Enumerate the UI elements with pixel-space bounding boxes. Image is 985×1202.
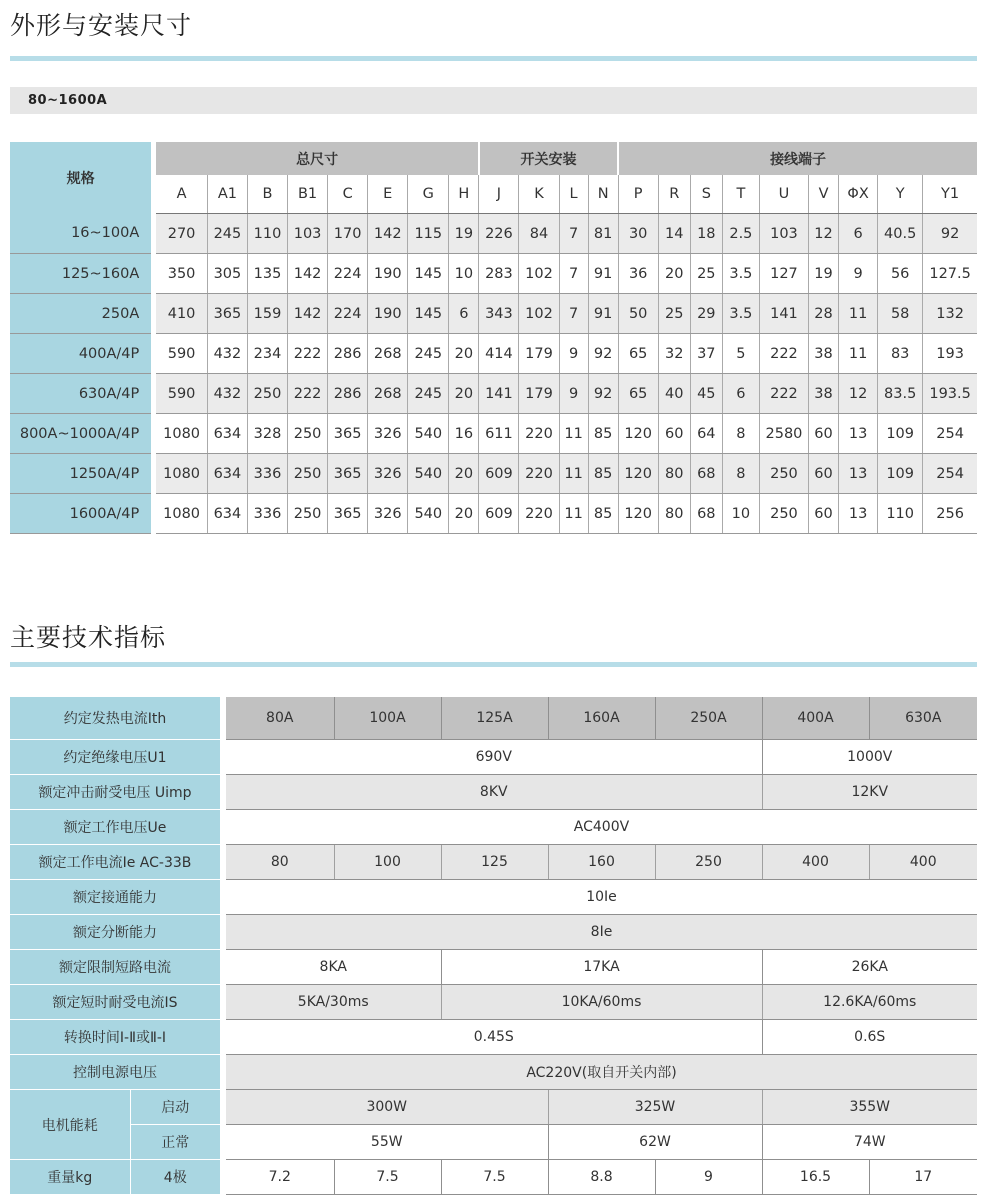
value-cell: AC400V bbox=[226, 810, 977, 845]
section-title-dimensions: 外形与安装尺寸 bbox=[10, 11, 193, 40]
section-title-specs: 主要技术指标 bbox=[10, 623, 167, 652]
value-cell: 36 bbox=[618, 254, 658, 294]
value-cell: 160A bbox=[548, 697, 655, 740]
row-label: 额定短时耐受电流IS bbox=[10, 985, 220, 1020]
value-cell: 19 bbox=[809, 254, 839, 294]
value-cell: 7.5 bbox=[334, 1160, 441, 1195]
value-cell: 326 bbox=[368, 494, 408, 534]
table-row bbox=[10, 334, 977, 374]
value-cell: 193.5 bbox=[923, 374, 977, 414]
value-cell: 634 bbox=[207, 494, 247, 534]
value-cell: 343 bbox=[479, 294, 519, 334]
value-cell: 30 bbox=[618, 214, 658, 254]
value-cell: 141 bbox=[479, 374, 519, 414]
value-cell: 109 bbox=[878, 454, 923, 494]
value-cell: 7 bbox=[559, 254, 588, 294]
value-cell: 179 bbox=[519, 334, 559, 374]
value-cell: 432 bbox=[207, 334, 247, 374]
value-cell: 10 bbox=[449, 254, 479, 294]
value-cell: 100A bbox=[334, 697, 441, 740]
value-cell: 355W bbox=[762, 1090, 977, 1125]
value-cell: 142 bbox=[288, 254, 328, 294]
value-cell: 12 bbox=[809, 214, 839, 254]
value-cell: 16.5 bbox=[762, 1160, 869, 1195]
value-cell: 20 bbox=[449, 334, 479, 374]
column-header-11: N bbox=[588, 175, 618, 214]
value-cell: 38 bbox=[809, 374, 839, 414]
value-cell: 226 bbox=[479, 214, 519, 254]
value-cell: 365 bbox=[328, 494, 368, 534]
value-cell: 7 bbox=[559, 214, 588, 254]
value-cell: 110 bbox=[878, 494, 923, 534]
column-header-10: L bbox=[559, 175, 588, 214]
value-cell: 25 bbox=[658, 294, 690, 334]
column-header-9: K bbox=[519, 175, 559, 214]
column-header-13: R bbox=[658, 175, 690, 214]
value-cell: 270 bbox=[156, 214, 207, 254]
value-cell: 630A bbox=[869, 697, 977, 740]
value-cell: 7 bbox=[559, 294, 588, 334]
value-cell: 17 bbox=[869, 1160, 977, 1195]
value-cell: 68 bbox=[690, 494, 722, 534]
value-cell: 9 bbox=[655, 1160, 762, 1195]
value-cell: 365 bbox=[328, 454, 368, 494]
value-cell: 336 bbox=[247, 454, 287, 494]
value-cell: 590 bbox=[156, 374, 207, 414]
value-cell: 1080 bbox=[156, 454, 207, 494]
value-cell: 179 bbox=[519, 374, 559, 414]
spec-cell: 1600A/4P bbox=[10, 494, 151, 534]
spec-cell: 400A/4P bbox=[10, 334, 151, 374]
value-cell: 336 bbox=[247, 494, 287, 534]
value-cell: 12 bbox=[839, 374, 878, 414]
value-cell: 245 bbox=[207, 214, 247, 254]
value-cell: 84 bbox=[519, 214, 559, 254]
value-cell: 250 bbox=[288, 414, 328, 454]
column-header-0: A bbox=[156, 175, 207, 214]
value-cell: 2.5 bbox=[722, 214, 759, 254]
value-cell: 13 bbox=[839, 494, 878, 534]
spec-row bbox=[10, 1125, 977, 1160]
value-cell: 32 bbox=[658, 334, 690, 374]
spec-row bbox=[10, 845, 977, 880]
value-cell: 540 bbox=[408, 414, 449, 454]
value-cell: 250 bbox=[759, 494, 808, 534]
value-cell: 145 bbox=[408, 254, 449, 294]
value-cell: 190 bbox=[368, 294, 408, 334]
value-cell: 432 bbox=[207, 374, 247, 414]
value-cell: 220 bbox=[519, 414, 559, 454]
column-header-14: S bbox=[690, 175, 722, 214]
column-header-7: H bbox=[449, 175, 479, 214]
column-header-1: A1 bbox=[207, 175, 247, 214]
value-cell: 60 bbox=[809, 414, 839, 454]
sub-label: 4极 bbox=[130, 1160, 220, 1195]
value-cell: 690V bbox=[226, 740, 762, 775]
sub-label: 启动 bbox=[130, 1090, 220, 1125]
value-cell: 609 bbox=[479, 454, 519, 494]
spec-row bbox=[10, 880, 977, 915]
value-cell: 92 bbox=[588, 374, 618, 414]
value-cell: 20 bbox=[449, 454, 479, 494]
value-cell: 170 bbox=[328, 214, 368, 254]
value-cell: 365 bbox=[328, 414, 368, 454]
value-cell: 1000V bbox=[762, 740, 977, 775]
value-cell: 222 bbox=[288, 374, 328, 414]
spec-row bbox=[10, 740, 977, 775]
spec-row bbox=[10, 775, 977, 810]
technical-specs-table bbox=[10, 697, 977, 1195]
row-label: 额定冲击耐受电压 Uimp bbox=[10, 775, 220, 810]
value-cell: 193 bbox=[923, 334, 977, 374]
value-cell: 125A bbox=[441, 697, 548, 740]
value-cell: 5 bbox=[722, 334, 759, 374]
spec-cell: 16~100A bbox=[10, 214, 151, 254]
value-cell: 28 bbox=[809, 294, 839, 334]
spec-cell: 1250A/4P bbox=[10, 454, 151, 494]
value-cell: 58 bbox=[878, 294, 923, 334]
value-cell: 38 bbox=[809, 334, 839, 374]
table-row bbox=[10, 454, 977, 494]
value-cell: 365 bbox=[207, 294, 247, 334]
value-cell: 92 bbox=[588, 334, 618, 374]
value-cell: 64 bbox=[690, 414, 722, 454]
value-cell: 9 bbox=[839, 254, 878, 294]
value-cell: 20 bbox=[449, 374, 479, 414]
table-row bbox=[10, 214, 977, 254]
value-cell: 83.5 bbox=[878, 374, 923, 414]
value-cell: 286 bbox=[328, 334, 368, 374]
value-cell: 80 bbox=[658, 494, 690, 534]
table-row bbox=[10, 254, 977, 294]
value-cell: 68 bbox=[690, 454, 722, 494]
value-cell: 400 bbox=[762, 845, 869, 880]
value-cell: 250 bbox=[247, 374, 287, 414]
value-cell: AC220V(取自开关内部) bbox=[226, 1055, 977, 1090]
value-cell: 400 bbox=[869, 845, 977, 880]
value-cell: 283 bbox=[479, 254, 519, 294]
value-cell: 29 bbox=[690, 294, 722, 334]
value-cell: 85 bbox=[588, 454, 618, 494]
value-cell: 268 bbox=[368, 334, 408, 374]
subtitle-bar bbox=[10, 87, 977, 114]
value-cell: 19 bbox=[449, 214, 479, 254]
spec-row bbox=[10, 950, 977, 985]
value-cell: 103 bbox=[759, 214, 808, 254]
value-cell: 410 bbox=[156, 294, 207, 334]
value-cell: 0.45S bbox=[226, 1020, 762, 1055]
row-label: 额定工作电压Ue bbox=[10, 810, 220, 845]
value-cell: 12.6KA/60ms bbox=[762, 985, 977, 1020]
value-cell: 8KA bbox=[226, 950, 441, 985]
value-cell: 160 bbox=[548, 845, 655, 880]
table-row bbox=[10, 294, 977, 334]
value-cell: 83 bbox=[878, 334, 923, 374]
value-cell: 1080 bbox=[156, 494, 207, 534]
value-cell: 14 bbox=[658, 214, 690, 254]
value-cell: 142 bbox=[368, 214, 408, 254]
value-cell: 8Ie bbox=[226, 915, 977, 950]
row-label: 电机能耗 bbox=[10, 1090, 130, 1160]
value-cell: 115 bbox=[408, 214, 449, 254]
value-cell: 10Ie bbox=[226, 880, 977, 915]
value-cell: 20 bbox=[658, 254, 690, 294]
value-cell: 10 bbox=[722, 494, 759, 534]
row-label: 额定接通能力 bbox=[10, 880, 220, 915]
column-header-15: T bbox=[722, 175, 759, 214]
value-cell: 13 bbox=[839, 454, 878, 494]
value-cell: 254 bbox=[923, 454, 977, 494]
spec-row bbox=[10, 697, 977, 740]
value-cell: 18 bbox=[690, 214, 722, 254]
value-cell: 100 bbox=[334, 845, 441, 880]
value-cell: 25 bbox=[690, 254, 722, 294]
value-cell: 234 bbox=[247, 334, 287, 374]
row-label: 转换时间Ⅰ-Ⅱ或Ⅱ-Ⅰ bbox=[10, 1020, 220, 1055]
value-cell: 62W bbox=[548, 1125, 762, 1160]
value-cell: 245 bbox=[408, 374, 449, 414]
value-cell: 224 bbox=[328, 254, 368, 294]
value-cell: 8 bbox=[722, 414, 759, 454]
table-row bbox=[10, 374, 977, 414]
column-header-4: C bbox=[328, 175, 368, 214]
value-cell: 220 bbox=[519, 454, 559, 494]
value-cell: 634 bbox=[207, 414, 247, 454]
value-cell: 65 bbox=[618, 334, 658, 374]
value-cell: 6 bbox=[839, 214, 878, 254]
value-cell: 256 bbox=[923, 494, 977, 534]
value-cell: 250A bbox=[655, 697, 762, 740]
value-cell: 611 bbox=[479, 414, 519, 454]
value-cell: 65 bbox=[618, 374, 658, 414]
value-cell: 142 bbox=[288, 294, 328, 334]
value-cell: 325W bbox=[548, 1090, 762, 1125]
value-cell: 159 bbox=[247, 294, 287, 334]
table-row bbox=[10, 414, 977, 454]
group-header-terminals: 接线端子 bbox=[618, 142, 977, 175]
section-divider bbox=[10, 56, 977, 61]
value-cell: 8KV bbox=[226, 775, 762, 810]
value-cell: 250 bbox=[759, 454, 808, 494]
value-cell: 224 bbox=[328, 294, 368, 334]
value-cell: 60 bbox=[658, 414, 690, 454]
spec-cell: 630A/4P bbox=[10, 374, 151, 414]
value-cell: 91 bbox=[588, 294, 618, 334]
value-cell: 45 bbox=[690, 374, 722, 414]
value-cell: 85 bbox=[588, 494, 618, 534]
value-cell: 92 bbox=[923, 214, 977, 254]
value-cell: 60 bbox=[809, 454, 839, 494]
spec-row bbox=[10, 1090, 977, 1125]
value-cell: 220 bbox=[519, 494, 559, 534]
value-cell: 120 bbox=[618, 414, 658, 454]
spec-cell: 800A~1000A/4P bbox=[10, 414, 151, 454]
value-cell: 1080 bbox=[156, 414, 207, 454]
value-cell: 11 bbox=[839, 294, 878, 334]
column-header-17: V bbox=[809, 175, 839, 214]
value-cell: 11 bbox=[559, 414, 588, 454]
spec-row bbox=[10, 810, 977, 845]
value-cell: 109 bbox=[878, 414, 923, 454]
row-label: 重量kg bbox=[10, 1160, 130, 1195]
value-cell: 50 bbox=[618, 294, 658, 334]
value-cell: 81 bbox=[588, 214, 618, 254]
value-cell: 250 bbox=[288, 494, 328, 534]
value-cell: 127 bbox=[759, 254, 808, 294]
section-divider bbox=[10, 662, 977, 667]
value-cell: 11 bbox=[839, 334, 878, 374]
value-cell: 2580 bbox=[759, 414, 808, 454]
value-cell: 540 bbox=[408, 494, 449, 534]
column-header-19: Y bbox=[878, 175, 923, 214]
value-cell: 103 bbox=[288, 214, 328, 254]
value-cell: 55W bbox=[226, 1125, 548, 1160]
value-cell: 350 bbox=[156, 254, 207, 294]
value-cell: 60 bbox=[809, 494, 839, 534]
value-cell: 127.5 bbox=[923, 254, 977, 294]
row-label: 约定绝缘电压U1 bbox=[10, 740, 220, 775]
column-header-6: G bbox=[408, 175, 449, 214]
value-cell: 634 bbox=[207, 454, 247, 494]
value-cell: 326 bbox=[368, 414, 408, 454]
spec-row bbox=[10, 1055, 977, 1090]
value-cell: 3.5 bbox=[722, 294, 759, 334]
value-cell: 540 bbox=[408, 454, 449, 494]
value-cell: 3.5 bbox=[722, 254, 759, 294]
value-cell: 300W bbox=[226, 1090, 548, 1125]
value-cell: 120 bbox=[618, 494, 658, 534]
value-cell: 80 bbox=[658, 454, 690, 494]
value-cell: 250 bbox=[288, 454, 328, 494]
column-header-2: B bbox=[247, 175, 287, 214]
value-cell: 80 bbox=[226, 845, 334, 880]
spec-row bbox=[10, 1020, 977, 1055]
value-cell: 222 bbox=[759, 334, 808, 374]
value-cell: 132 bbox=[923, 294, 977, 334]
value-cell: 13 bbox=[839, 414, 878, 454]
value-cell: 9 bbox=[559, 374, 588, 414]
value-cell: 85 bbox=[588, 414, 618, 454]
value-cell: 125 bbox=[441, 845, 548, 880]
value-cell: 222 bbox=[759, 374, 808, 414]
value-cell: 16 bbox=[449, 414, 479, 454]
spec-cell: 250A bbox=[10, 294, 151, 334]
value-cell: 326 bbox=[368, 454, 408, 494]
subtitle-range: 80~1600A bbox=[28, 93, 108, 108]
value-cell: 9 bbox=[559, 334, 588, 374]
value-cell: 0.6S bbox=[762, 1020, 977, 1055]
value-cell: 40 bbox=[658, 374, 690, 414]
group-header-overall: 总尺寸 bbox=[156, 142, 479, 175]
value-cell: 56 bbox=[878, 254, 923, 294]
column-header-8: J bbox=[479, 175, 519, 214]
row-label: 额定限制短路电流 bbox=[10, 950, 220, 985]
value-cell: 305 bbox=[207, 254, 247, 294]
value-cell: 12KV bbox=[762, 775, 977, 810]
spec-cell: 125~160A bbox=[10, 254, 151, 294]
value-cell: 110 bbox=[247, 214, 287, 254]
value-cell: 222 bbox=[288, 334, 328, 374]
dimensions-table bbox=[10, 142, 977, 534]
table-row bbox=[10, 494, 977, 534]
row-label: 约定发热电流Ith bbox=[10, 697, 220, 740]
column-header-12: P bbox=[618, 175, 658, 214]
value-cell: 8.8 bbox=[548, 1160, 655, 1195]
value-cell: 328 bbox=[247, 414, 287, 454]
value-cell: 7.2 bbox=[226, 1160, 334, 1195]
value-cell: 400A bbox=[762, 697, 869, 740]
sub-label: 正常 bbox=[130, 1125, 220, 1160]
row-label: 额定工作电流Ie AC-33B bbox=[10, 845, 220, 880]
value-cell: 20 bbox=[449, 494, 479, 534]
value-cell: 74W bbox=[762, 1125, 977, 1160]
value-cell: 11 bbox=[559, 494, 588, 534]
column-header-20: Y1 bbox=[923, 175, 977, 214]
value-cell: 102 bbox=[519, 294, 559, 334]
value-cell: 10KA/60ms bbox=[441, 985, 762, 1020]
group-header-mounting: 开关安装 bbox=[479, 142, 618, 175]
value-cell: 6 bbox=[722, 374, 759, 414]
value-cell: 26KA bbox=[762, 950, 977, 985]
value-cell: 7.5 bbox=[441, 1160, 548, 1195]
value-cell: 590 bbox=[156, 334, 207, 374]
value-cell: 190 bbox=[368, 254, 408, 294]
value-cell: 254 bbox=[923, 414, 977, 454]
row-label: 控制电源电压 bbox=[10, 1055, 220, 1090]
spec-header: 规格 bbox=[10, 142, 151, 214]
value-cell: 250 bbox=[655, 845, 762, 880]
value-cell: 17KA bbox=[441, 950, 762, 985]
value-cell: 245 bbox=[408, 334, 449, 374]
value-cell: 91 bbox=[588, 254, 618, 294]
value-cell: 141 bbox=[759, 294, 808, 334]
value-cell: 135 bbox=[247, 254, 287, 294]
value-cell: 120 bbox=[618, 454, 658, 494]
column-header-5: E bbox=[368, 175, 408, 214]
column-header-16: U bbox=[759, 175, 808, 214]
column-header-18: ΦX bbox=[839, 175, 878, 214]
value-cell: 37 bbox=[690, 334, 722, 374]
value-cell: 145 bbox=[408, 294, 449, 334]
value-cell: 80A bbox=[226, 697, 334, 740]
value-cell: 40.5 bbox=[878, 214, 923, 254]
value-cell: 5KA/30ms bbox=[226, 985, 441, 1020]
value-cell: 102 bbox=[519, 254, 559, 294]
value-cell: 8 bbox=[722, 454, 759, 494]
spec-row bbox=[10, 1160, 977, 1195]
value-cell: 609 bbox=[479, 494, 519, 534]
spec-row bbox=[10, 915, 977, 950]
value-cell: 268 bbox=[368, 374, 408, 414]
value-cell: 414 bbox=[479, 334, 519, 374]
value-cell: 6 bbox=[449, 294, 479, 334]
column-header-3: B1 bbox=[288, 175, 328, 214]
row-label: 额定分断能力 bbox=[10, 915, 220, 950]
value-cell: 286 bbox=[328, 374, 368, 414]
spec-row bbox=[10, 985, 977, 1020]
value-cell: 11 bbox=[559, 454, 588, 494]
